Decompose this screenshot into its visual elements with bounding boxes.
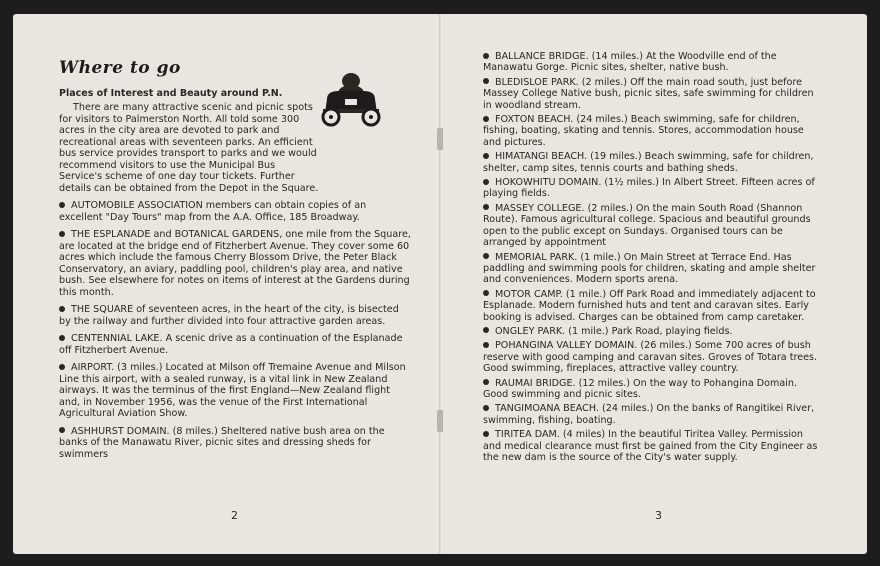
bullet-icon: [483, 153, 489, 159]
list-item: TIRITEA DAM. (4 miles) In the beautiful Tiritea Valley. Permission and medical clearance must first be gained from the City Engineer as the new dam is the source of the City's water supply.: [483, 429, 818, 463]
left-page: [13, 14, 441, 554]
bullet-icon: [483, 204, 489, 210]
bullet-icon: [59, 306, 65, 312]
bullet-icon: [483, 405, 489, 411]
list-item: THE SQUARE of seventeen acres, in the heart of the city, is bisected by the railway and further divided into four attractive garden areas.: [59, 304, 399, 327]
intro-paragraph: There are many attractive scenic and picnic spots for visitors to Palmerston North. All told some 300 acres in the city area are devoted to park and recreational areas with seventeen parks. An efficient bus service provides transport to parks and we would recommend visitors to use the Municipal Bus Service's scheme of one day tour tickets. Further details can be obtained from the Depot in the Square.: [59, 102, 319, 194]
list-item: CENTENNIAL LAKE. A scenic drive as a continuation of the Esplanade off Fitzherbert Avenue.: [59, 333, 403, 356]
list-item: MOTOR CAMP. (1 mile.) Off Park Road and immediately adjacent to Esplanade. Modern furnished huts and tent and caravan sites. Early booking is advised. Charges can be obtained from camp caretaker.: [483, 288, 816, 323]
list-item: MASSEY COLLEGE. (2 miles.) On the main South Road (Shannon Route). Famous agricultural college. Spacious and beautiful grounds open to the public except on Sundays. Organised tours can be arranged by appointment: [483, 202, 811, 249]
bullet-icon: [483, 116, 489, 122]
page-number: 2: [231, 509, 238, 522]
list-item: HOKOWHITU DOMAIN. (1½ miles.) In Albert Street. Fifteen acres of playing fields.: [483, 177, 815, 200]
bullet-icon: [483, 379, 489, 385]
list-item: AUTOMOBILE ASSOCIATION members can obtain copies of an excellent "Day Tours" map from the A.A. Office, 185 Broadway.: [59, 200, 367, 223]
list-item: ASHHURST DOMAIN. (8 miles.) Sheltered native bush area on the banks of the Manawatu River, picnic sites and dressing sheds for swimmers: [59, 425, 385, 460]
bullet-icon: [483, 342, 489, 348]
bullet-icon: [483, 431, 489, 437]
list-item: BLEDISLOE PARK. (2 miles.) Off the main road south, just before Massey College Native bush, picnic sites, safe swimming for children in woodland stream.: [483, 76, 814, 111]
list-item: THE ESPLANADE and BOTANICAL GARDENS, one mile from the Square, are located at the bridge end of Fitzherbert Avenue. They cover some 60 acres which include the famous Cherry Blossom Drive, the Peter Black Conservatory, an aviary, paddling pool, children's play area, and native bush. See elsewhere for notes on items of interest at the Gardens during this month.: [59, 229, 411, 298]
page-number: 3: [655, 509, 662, 522]
list-item: RAUMAI BRIDGE. (12 miles.) On the way to Pohangina Domain. Good swimming and picnic sites.: [483, 377, 798, 400]
bullet-icon: [483, 179, 489, 185]
bullet-icon: [59, 202, 65, 208]
subtitle: Places of Interest and Beauty around P.N.: [59, 88, 283, 99]
list-item: HIMATANGI BEACH. (19 miles.) Beach swimming, safe for children, shelter, camp sites, tennis courts and bathing sheds.: [483, 151, 814, 174]
right-page: [443, 14, 867, 554]
list-item: FOXTON BEACH. (24 miles.) Beach swimming, safe for children, fishing, boating, skating and tennis. Stores, accommodation house and pictures.: [483, 114, 804, 148]
bullet-icon: [483, 253, 489, 259]
bullet-icon: [483, 53, 489, 59]
bullet-icon: [59, 364, 65, 370]
list-item: POHANGINA VALLEY DOMAIN. (26 miles.) Some 700 acres of bush reserve with good camping and caravan sites. Groves of Totara trees. Good swimming, fireplaces, attractive valley country.: [483, 340, 818, 375]
bullet-icon: [59, 335, 65, 341]
bullet-icon: [59, 427, 65, 433]
bullet-icon: [59, 231, 65, 237]
list-item: TANGIMOANA BEACH. (24 miles.) On the banks of Rangitikei River, swimming, fishing, boating.: [483, 403, 815, 426]
bullet-icon: [483, 290, 489, 296]
page-title: Where to go: [59, 58, 181, 78]
list-item: BALLANCE BRIDGE. (14 miles.) At the Woodville end of the Manawatu Gorge. Picnic sites, shelter, native bush.: [483, 51, 777, 74]
bullet-icon: [483, 327, 489, 333]
list-item: ONGLEY PARK. (1 mile.) Park Road, playing fields.: [483, 326, 823, 337]
list-item: AIRPORT. (3 miles.) Located at Milson off Tremaine Avenue and Milson Line this airport, with a sealed runway, is a vital link in New Zealand airways. It was the terminus of the first England—New Zealand flight and, in November 1956, was the venue of the First International Agricultural Aviation Show.: [59, 362, 406, 419]
list-item: MEMORIAL PARK. (1 mile.) On Main Street at Terrace End. Has paddling and swimming pools for children, skating and ample shelter and conveniences. Modern sports arena.: [483, 251, 816, 286]
vintage-car-icon: [319, 69, 383, 127]
bullet-icon: [483, 78, 489, 84]
